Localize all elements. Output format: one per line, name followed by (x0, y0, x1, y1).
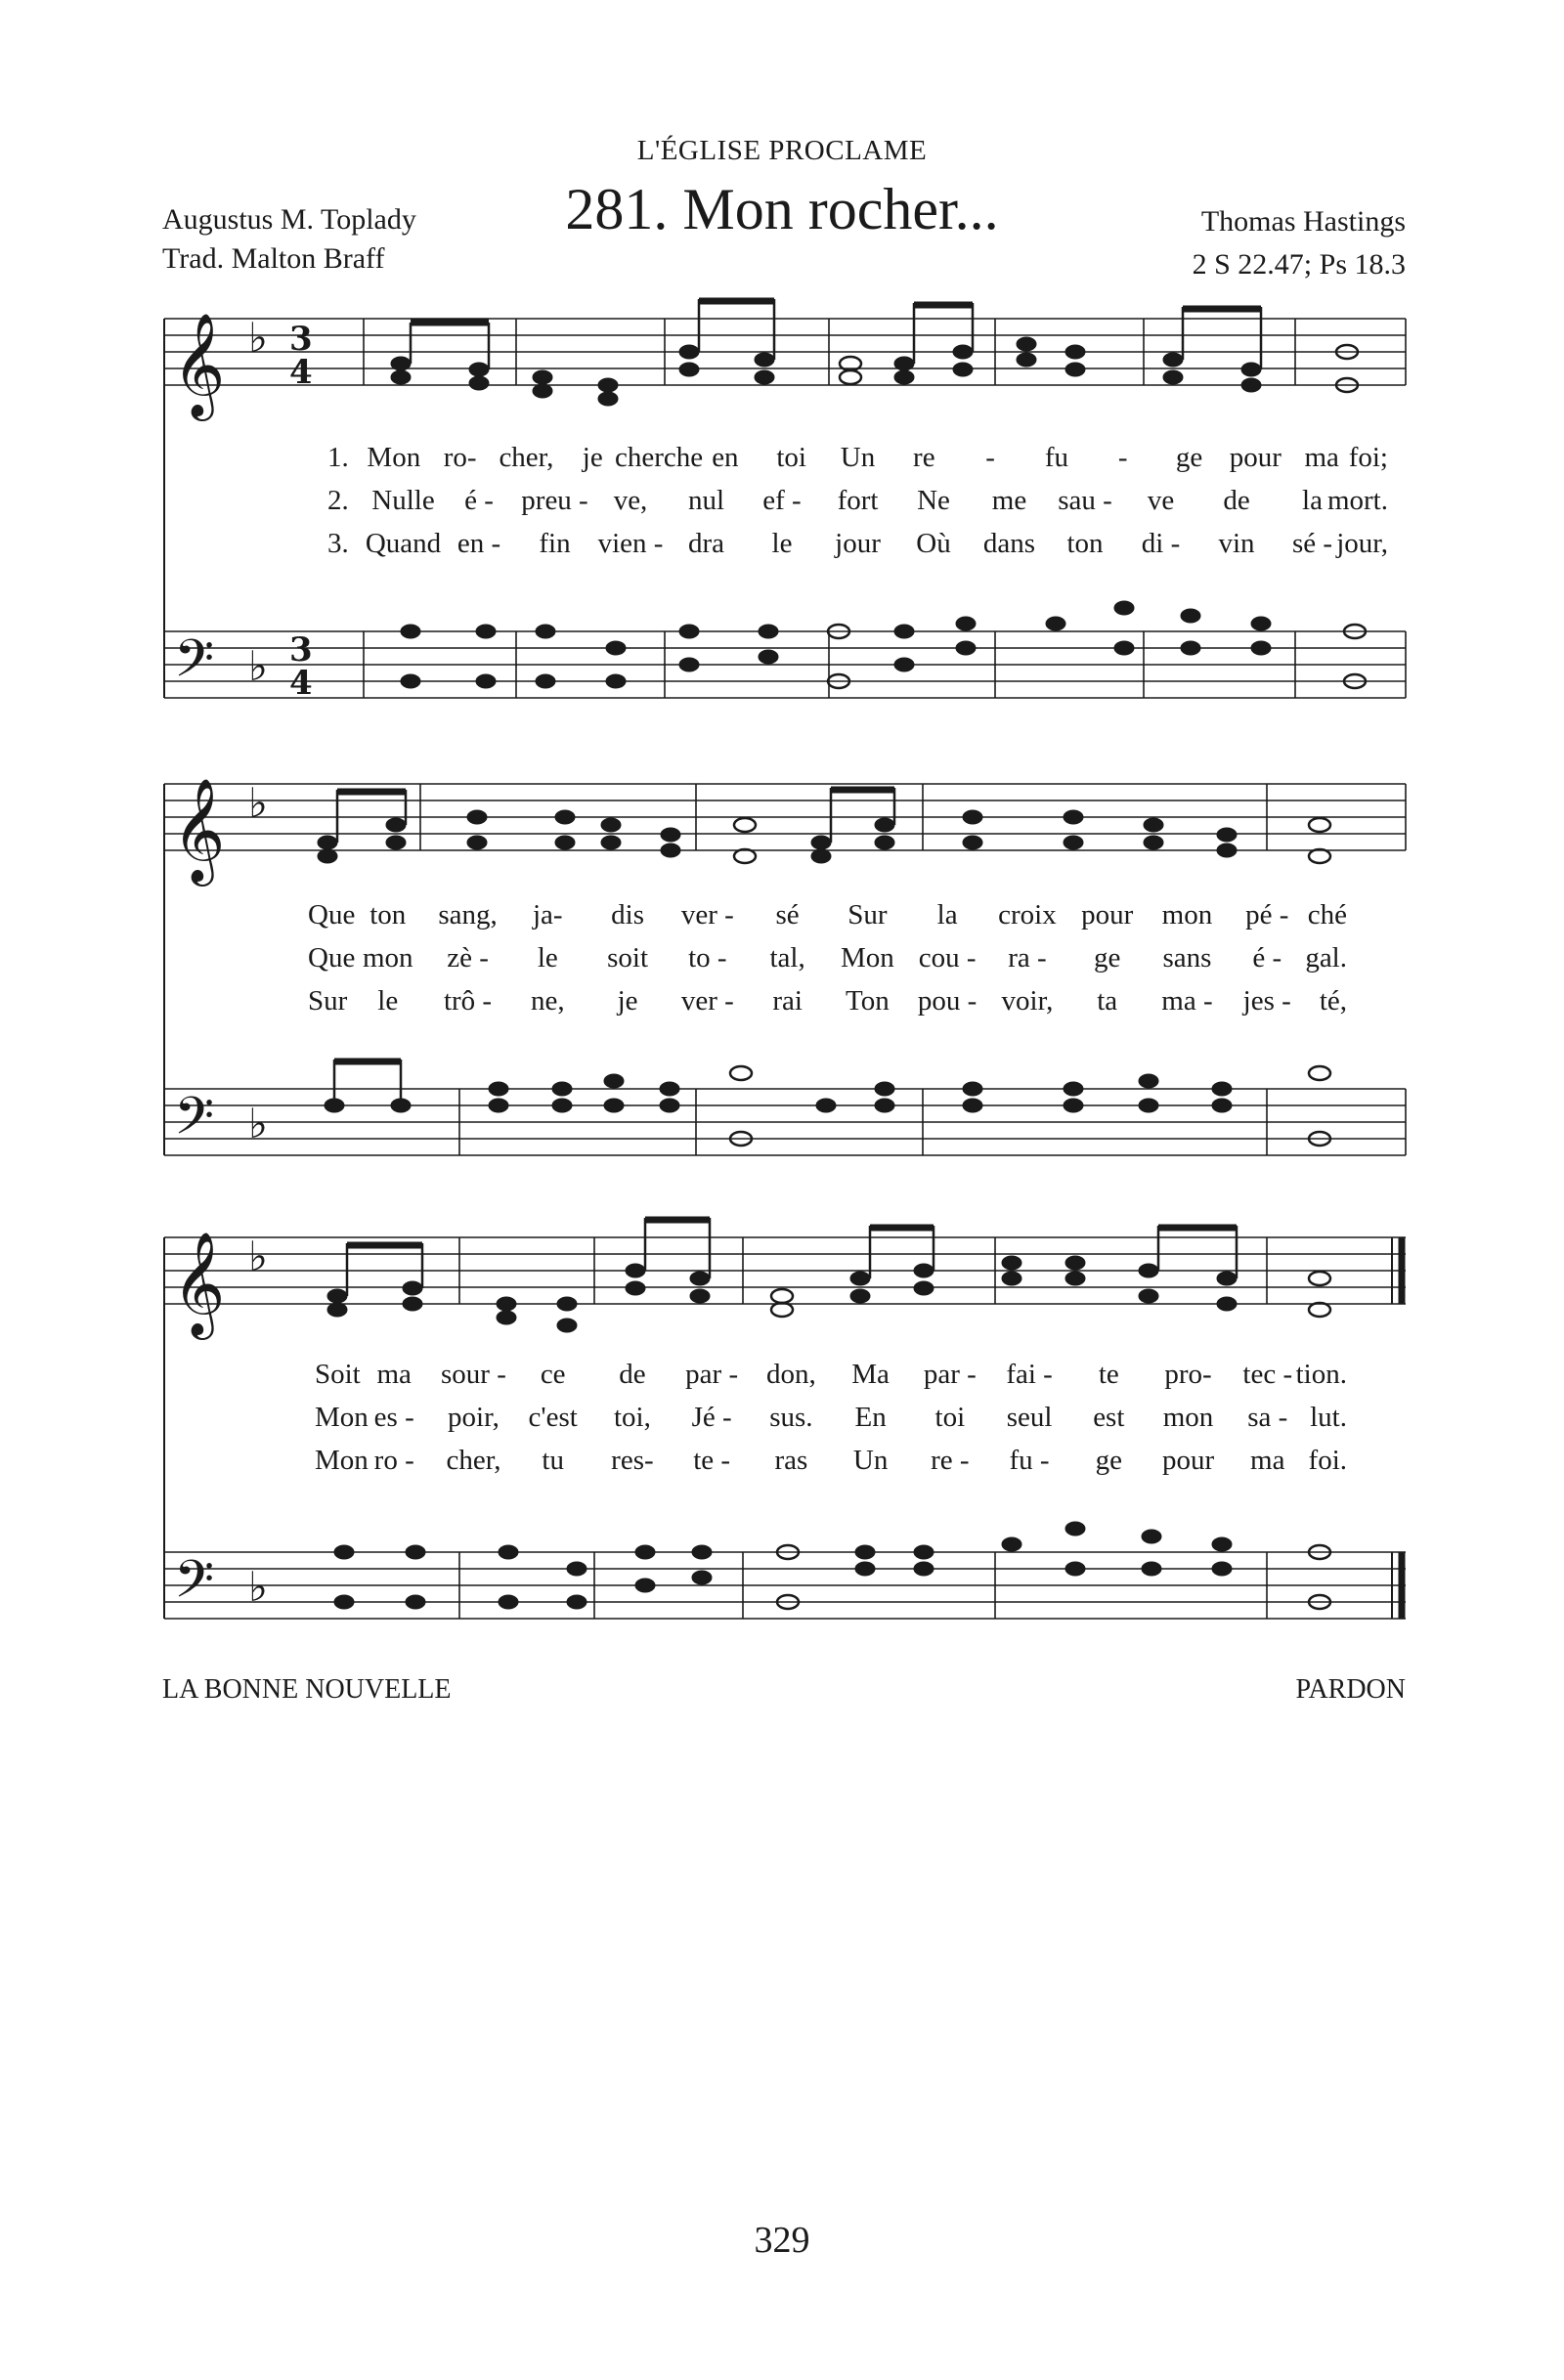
lyric-syllable: de (619, 1359, 646, 1390)
lyric-syllable: Sur (308, 985, 348, 1017)
lyric-syllable: é - (1252, 942, 1282, 974)
bass-clef-icon: 𝄢 (174, 1087, 215, 1159)
lyric-syllable: Ton (846, 985, 890, 1017)
lyric-syllable: c'est (528, 1402, 578, 1433)
lyric-syllable: la (936, 899, 958, 930)
lyric-syllable: jour (835, 528, 881, 559)
bass-notes (334, 1522, 1330, 1609)
lyric-syllable: toi (934, 1402, 966, 1433)
lyric-syllable: ce (540, 1359, 566, 1390)
lyric-syllable: le (771, 528, 793, 559)
lyric-syllable: Mon (367, 442, 421, 473)
flat-icon: ♭ (248, 779, 268, 827)
lyric-syllable: tec - (1242, 1359, 1293, 1390)
lyric-syllable: ge (1095, 1445, 1122, 1476)
lyric-syllable: pour (1081, 899, 1134, 930)
lyric-syllable: rai (772, 985, 803, 1017)
lyric-syllable: ge (1094, 942, 1121, 974)
hymn-title: 281. Mon rocher... (565, 177, 999, 241)
treble-clef-icon: 𝄞 (172, 777, 226, 882)
lyric-syllable: vien - (597, 528, 664, 559)
scripture-reference: 2 S 22.47; Ps 18.3 (1192, 248, 1406, 281)
lyric-syllable: la (1302, 485, 1323, 516)
lyric-syllable: croix (998, 899, 1057, 930)
lyric-syllable: Ne (917, 485, 950, 516)
lyric-syllable: pro- (1164, 1359, 1212, 1390)
lyric-syllable: mort. (1326, 485, 1388, 516)
lyric-syllable: pé - (1245, 899, 1289, 930)
lyric-syllable: le (537, 942, 558, 974)
lyric-syllable: fu (1044, 442, 1069, 473)
lyric-syllable: ra - (1008, 942, 1047, 974)
lyric-syllable: ja- (533, 899, 563, 930)
lyric-syllable: Un (840, 442, 876, 473)
flat-icon: ♭ (248, 642, 268, 690)
lyric-syllable: lut. (1310, 1402, 1347, 1433)
lyric-syllable: sus. (769, 1402, 813, 1433)
lyric-syllable: voir, (1001, 985, 1054, 1017)
lyric-syllable: Où (916, 528, 951, 559)
lyric-syllable: cher, (499, 442, 554, 473)
lyric-syllable: Que (308, 899, 356, 930)
lyric-syllable: ro - (373, 1445, 414, 1476)
lyric-syllable: est (1093, 1402, 1125, 1433)
lyric-syllable: En (854, 1402, 887, 1433)
lyric-syllable: je (617, 985, 638, 1017)
lyric-syllable: seul (1006, 1402, 1053, 1433)
footer-right-topic: PARDON (1295, 1674, 1406, 1705)
lyric-syllable: Mon (840, 942, 894, 974)
lyric-syllable: pour (1161, 1445, 1215, 1476)
lyric-syllable: en - (456, 528, 501, 559)
lyric-syllable: mon (1161, 899, 1213, 930)
translator: Trad. Malton Braff (162, 242, 385, 275)
lyric-syllable: ve, (613, 485, 648, 516)
lyric-syllable: es - (373, 1402, 414, 1433)
lyric-syllable: soit (607, 942, 649, 974)
lyric-syllable: ton (1066, 528, 1104, 559)
lyric-syllable: Quand (365, 528, 442, 559)
lyric-syllable: re - (931, 1445, 970, 1476)
svg-text:3: 3 (289, 630, 313, 670)
lyric-syllable: ta (1097, 985, 1118, 1017)
lyric-syllable: de (1223, 485, 1250, 516)
lyric-syllable: ché (1307, 899, 1347, 930)
flat-icon: ♭ (248, 1100, 268, 1147)
system-1-staves (0, 293, 1564, 743)
lyric-syllable: 3. (327, 528, 349, 559)
lyric-syllable: sau - (1058, 485, 1112, 516)
lyric-syllable: Que (308, 942, 356, 974)
lyric-syllable: sang, (438, 899, 498, 930)
lyric-syllable: dis (611, 899, 644, 930)
treble-clef-icon: 𝄞 (172, 312, 226, 416)
lyric-syllable: te (1098, 1359, 1119, 1390)
lyric-syllable: foi; (1348, 442, 1388, 473)
lyric-syllable: di - (1141, 528, 1181, 559)
lyric-syllable: pour (1229, 442, 1282, 473)
lyric-syllable: ma (376, 1359, 412, 1390)
lyric-syllable: sour - (441, 1359, 506, 1390)
lyric-syllable: mon (1162, 1402, 1214, 1433)
lyric-syllable: ma (1250, 1445, 1285, 1476)
lyric-syllable: jes - (1242, 985, 1291, 1017)
lyric-syllable: Jé - (691, 1402, 732, 1433)
bass-staff (164, 631, 1406, 698)
lyric-syllable: par - (685, 1359, 739, 1390)
lyric-syllable: 1. (327, 442, 349, 473)
lyric-syllable: 2. (327, 485, 349, 516)
lyric-syllable: res- (611, 1445, 654, 1476)
lyric-syllable: sans (1162, 942, 1212, 974)
lyric-syllable: toi (776, 442, 806, 473)
svg-text:4: 4 (289, 664, 313, 703)
lyric-syllable: é - (464, 485, 494, 516)
bass-notes (401, 601, 1366, 688)
lyric-syllable: Ma (851, 1359, 890, 1390)
lyric-syllable: tion. (1295, 1359, 1347, 1390)
lyric-syllable: té, (1319, 985, 1347, 1017)
lyric-syllable: le (377, 985, 399, 1017)
treble-notes (318, 788, 1330, 863)
lyric-syllable: sé (775, 899, 800, 930)
lyric-syllable: cher, (446, 1445, 501, 1476)
lyric-syllable: fort (837, 485, 879, 516)
lyric-syllable: me (991, 485, 1027, 516)
lyric-syllable: foi. (1308, 1445, 1347, 1476)
lyric-syllable: ton (369, 899, 407, 930)
lyric-syllable: ge (1175, 442, 1203, 473)
lyric-syllable: nul (687, 485, 725, 516)
section-heading: L'ÉGLISE PROCLAME (636, 135, 928, 166)
flat-icon: ♭ (248, 1563, 268, 1611)
lyric-syllable: jour, (1336, 528, 1388, 559)
lyric-syllable: fai - (1006, 1359, 1053, 1390)
lyric-syllable: ma - (1161, 985, 1213, 1017)
lyric-syllable: Sur (847, 899, 888, 930)
lyric-syllable: mon (362, 942, 413, 974)
lyric-syllable: cherche (614, 442, 704, 473)
lyric-syllable: gal. (1305, 942, 1347, 974)
lyric-syllable: - (1117, 442, 1128, 473)
time-signature: 3 (289, 320, 313, 359)
lyric-syllable: trô - (443, 985, 493, 1017)
lyric-syllable: poir, (448, 1402, 500, 1433)
lyric-syllable: toi, (613, 1402, 651, 1433)
flat-icon: ♭ (248, 314, 268, 362)
footer-left-topic: LA BONNE NOUVELLE (162, 1674, 452, 1705)
composer: Thomas Hastings (1200, 205, 1406, 238)
lyric-syllable: ma (1304, 442, 1339, 473)
lyric-syllable: je (582, 442, 603, 473)
svg-text:4: 4 (289, 353, 313, 392)
bass-clef-icon: 𝄢 (174, 1550, 215, 1623)
lyric-syllable: re (913, 442, 935, 473)
lyric-syllable: Un (852, 1445, 889, 1476)
lyric-syllable: to - (688, 942, 727, 974)
page-number: 329 (754, 2220, 810, 2261)
lyric-syllable: - (985, 442, 995, 473)
lyric-syllable: tal, (769, 942, 805, 974)
lyric-syllable: Soit (315, 1359, 361, 1390)
lyric-syllable: sé - (1291, 528, 1333, 559)
lyric-syllable: vin (1218, 528, 1255, 559)
lyric-syllable: pou - (917, 985, 978, 1017)
lyric-syllable: ro- (443, 442, 477, 473)
lyric-syllable: don, (766, 1359, 816, 1390)
flat-icon: ♭ (248, 1233, 268, 1280)
lyric-syllable: fu - (1009, 1445, 1050, 1476)
lyric-syllable: Mon (315, 1445, 369, 1476)
lyric-syllable: cou - (918, 942, 977, 974)
treble-notes (327, 1218, 1330, 1332)
lyric-syllable: ef - (762, 485, 802, 516)
lyric-syllable: Nulle (371, 485, 435, 516)
lyric-syllable: en (712, 442, 739, 473)
lyric-syllable: ne, (530, 985, 565, 1017)
lyricist: Augustus M. Toplady (162, 203, 416, 236)
lyric-syllable: ve (1147, 485, 1175, 516)
lyric-syllable: dra (687, 528, 725, 559)
lyric-syllable: fin (539, 528, 571, 559)
lyric-syllable: ver - (680, 985, 734, 1017)
bass-notes (325, 1060, 1330, 1146)
lyric-syllable: par - (923, 1359, 977, 1390)
bass-clef-icon: 𝄢 (174, 629, 215, 702)
lyric-syllable: tu (542, 1445, 564, 1476)
lyric-syllable: zè - (447, 942, 489, 974)
lyric-syllable: ras (774, 1445, 808, 1476)
lyric-syllable: dans (982, 528, 1036, 559)
treble-clef-icon: 𝄞 (172, 1231, 226, 1335)
lyric-syllable: ver - (680, 899, 734, 930)
treble-staff (164, 319, 1406, 385)
lyric-syllable: sa - (1247, 1402, 1288, 1433)
lyric-syllable: Mon (315, 1402, 369, 1433)
lyric-syllable: preu - (521, 485, 588, 516)
lyric-syllable: te - (693, 1445, 731, 1476)
